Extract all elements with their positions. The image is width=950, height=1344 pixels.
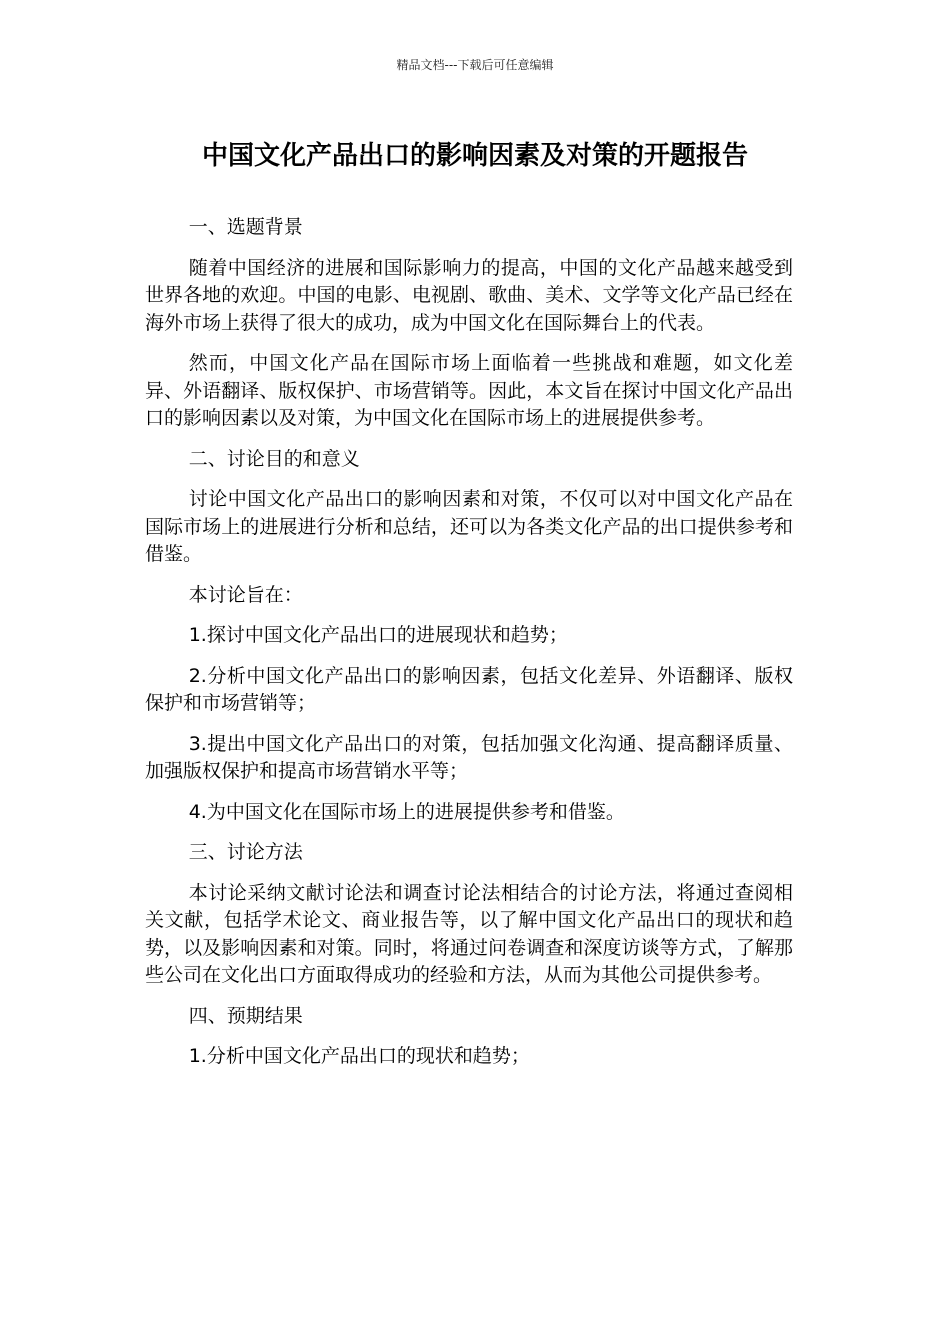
section-heading-purpose: 二、讨论目的和意义 (188, 447, 360, 470)
document-body (145, 214, 793, 1084)
list-item: 2.分析中国文化产品出口的影响因素，包括文化差异、外语翻译、版权保护和市场营销等； (145, 664, 793, 714)
paragraph: 随着中国经济的进展和国际影响力的提高，中国的文化产品越来越受到世界各地的欢迎。中国的电影、电视剧、歌曲、美术、文学等文化产品已经在海外市场上获得了很大的成功，成为中国文化在国际舞台上的代表。 (145, 256, 793, 334)
document-title: 中国文化产品出口的影响因素及对策的开题报告 (201, 141, 748, 171)
list-item: 3.提出中国文化产品出口的对策，包括加强文化沟通、提高翻译质量、加强版权保护和提高市场营销水平等； (145, 732, 793, 782)
section-heading-background: 一、选题背景 (188, 216, 303, 238)
paragraph: 然而，中国文化产品在国际市场上面临着一些挑战和难题，如文化差异、外语翻译、版权保护、市场营销等。因此，本文旨在探讨中国文化产品出口的影响因素以及对策，为中国文化在国际市场上的进展提供参考。 (145, 352, 793, 429)
paragraph: 本讨论采纳文献讨论法和调查讨论法相结合的讨论方法，将通过查阅相关文献，包括学术论文、商业报告等，以了解中国文化产品出口的现状和趋势，以及影响因素和对策。同时，将通过问卷调查和深度访谈等方式，了解那些公司在文化出口方面取得成功的经验和方法，从而为其他公司提供参考。 (145, 881, 793, 986)
section-heading-results: 四、预期结果 (188, 1004, 303, 1027)
paragraph: 讨论中国文化产品出口的影响因素和对策，不仅可以对中国文化产品在国际市场上的进展进行分析和总结，还可以为各类文化产品的出口提供参考和借鉴。 (145, 488, 793, 565)
header-watermark: 精品文档---下载后可任意编辑 (396, 58, 554, 72)
list-item: 1.探讨中国文化产品出口的进展现状和趋势； (188, 624, 568, 646)
section-heading-method: 三、讨论方法 (188, 841, 303, 863)
list-item: 4.为中国文化在国际市场上的进展提供参考和借鉴。 (188, 800, 625, 823)
list-item: 1.分析中国文化产品出口的现状和趋势； (188, 1045, 530, 1067)
paragraph: 本讨论旨在： (188, 583, 303, 606)
